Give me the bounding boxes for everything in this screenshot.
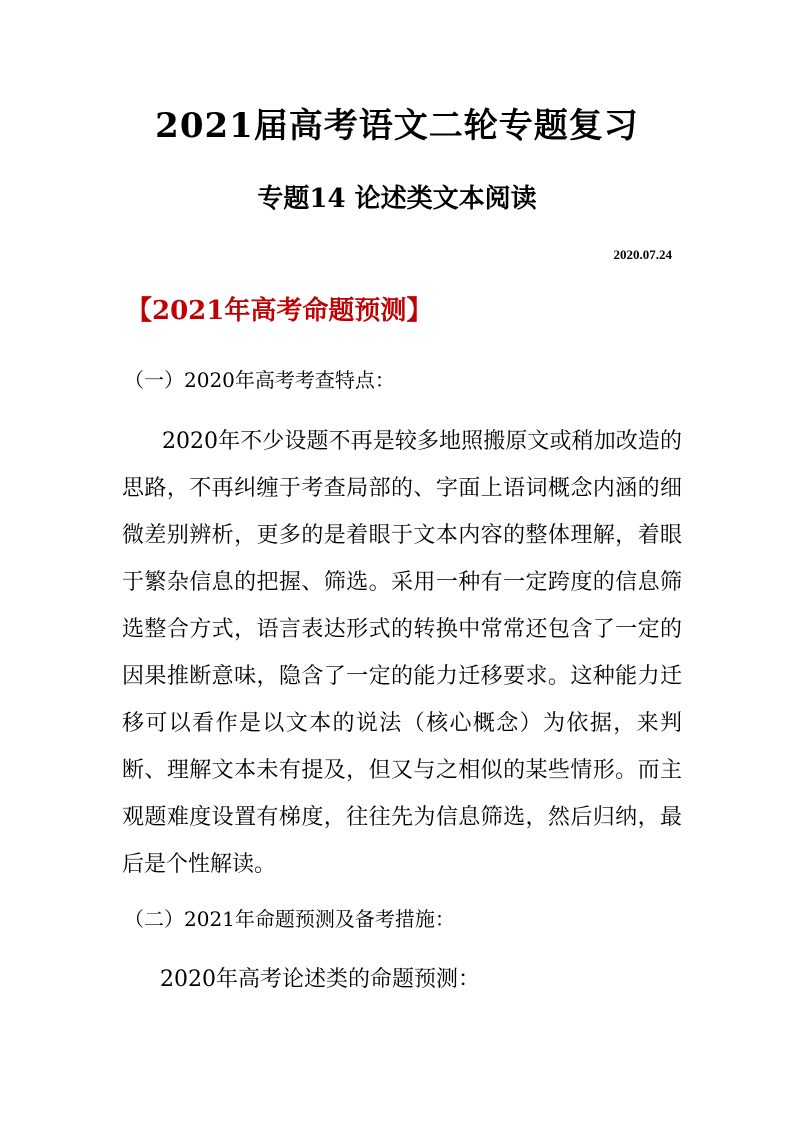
document-subtitle: 专题14 论述类文本阅读 [257,184,537,214]
paragraph-prediction-start: 2020年高考论述类的命题预测： [160,967,480,992]
document-date: 2020.07.24 [613,247,672,262]
sub-heading-prediction: （二）2021年命题预测及备考措施： [124,907,455,931]
section-heading: 【2021年高考命题预测】 [126,296,433,326]
paragraph-features: 2020年不少设题不再是较多地照搬原文或稍加改造的思路，不再纠缠于考查局部的、字面上语词概念内涵的细微差别辨析，更多的是着眼于文本内容的整体理解，着眼于繁杂信息的把握、筛选。采用一种有一定跨度的信息筛选整合方式，语言表达形式的转换中常常还包含了一定的因果推断意味，隐含了一定的能力迁移要求。这种能力迁移可以看作是以文本的说法（核心概念）为依据，来判断、理解文本未有提及，但又与之相似的某些情形。而主观题难度设置有梯度，往往先为信息筛选，然后归纳，最后是个性解读。 [122,429,682,877]
document-title: 2021届高考语文二轮专题复习 [155,106,639,146]
sub-heading-features: （一）2020年高考考查特点： [124,368,395,392]
